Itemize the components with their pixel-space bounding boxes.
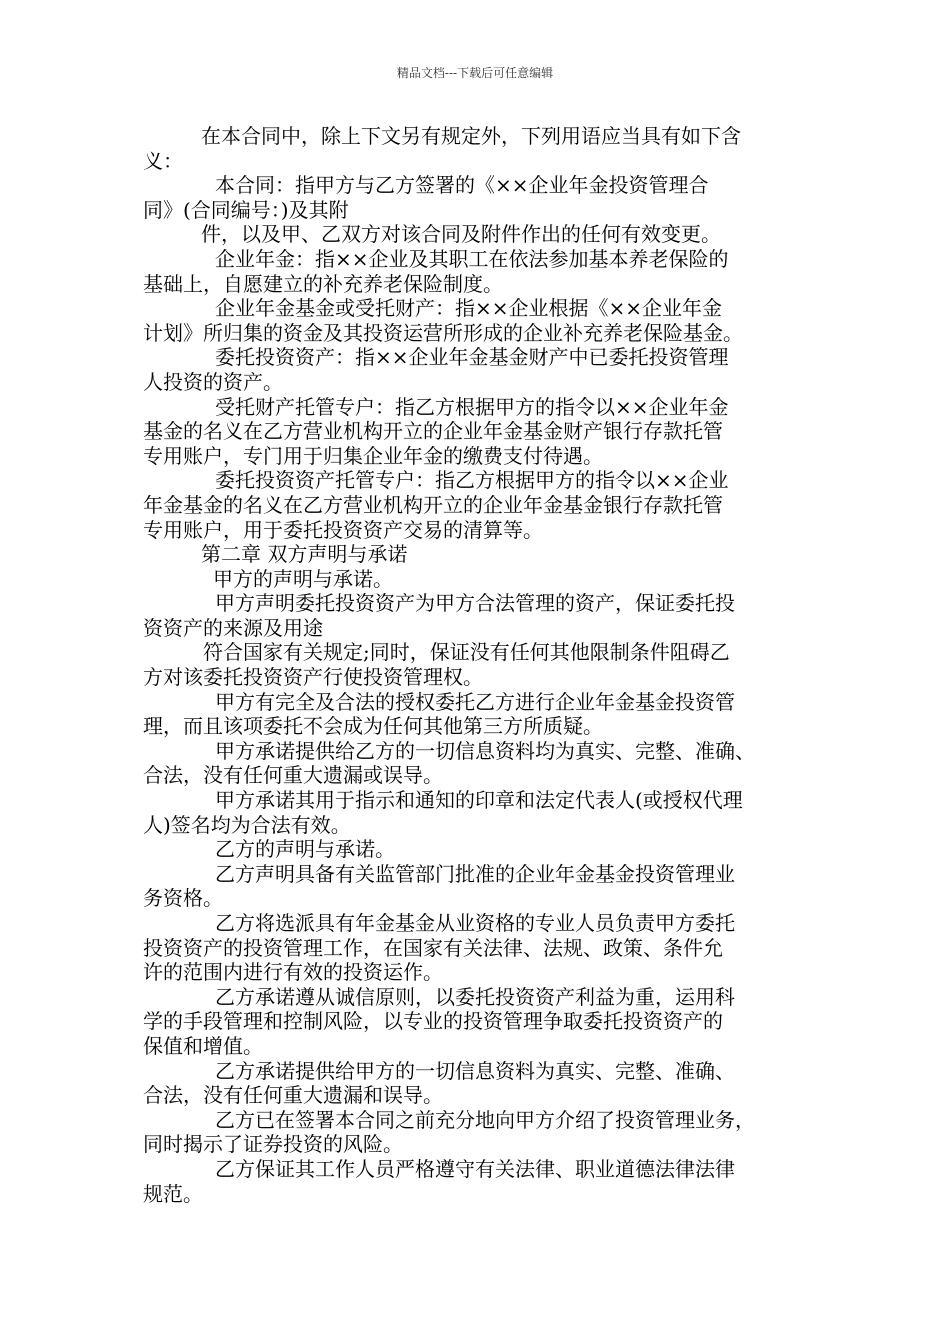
paragraph-line: 企业年金：指××企业及其职工在依法参加基本养老保险的 [215,246,729,271]
paragraph-line: 理，而且该项委托不会成为任何其他第三方所质疑。 [143,714,603,739]
paragraph-line: 乙方已在签署本合同之前充分地向甲方介绍了投资管理业务， [215,1107,755,1132]
paragraph [143,690,828,739]
paragraph-line: 乙方声明具备有关监管部门批准的企业年金基金投资管理业 [215,861,735,886]
paragraph-line: 乙方承诺提供给甲方的一切信息资料为真实、完整、准确、 [215,1058,735,1083]
paragraph [143,395,828,469]
paragraph [143,345,828,394]
paragraph-line: 乙方保证其工作人员严格遵守有关法律、职业道德法律法律 [215,1156,735,1181]
paragraph-line: 同》(合同编号：)及其附 [143,197,349,222]
paragraph [143,1059,828,1108]
paragraph [143,985,828,1059]
paragraph [143,1157,828,1206]
paragraph-line: 乙方的声明与承诺。 [215,837,395,862]
paragraph [143,222,828,247]
paragraph-line: 甲方有完全及合法的授权委托乙方进行企业年金基金投资管 [215,689,735,714]
paragraph [143,296,828,345]
paragraph-line: 保值和增值。 [143,1033,263,1058]
paragraph [143,640,828,689]
paragraph-line: 委托投资资产：指××企业年金基金财产中已委托投资管理 [215,345,729,370]
paragraph-line: 符合国家有关规定;同时，保证没有任何其他限制条件阻碍乙 [203,640,730,665]
paragraph [143,542,828,567]
paragraph-line: 乙方将选派具有年金基金从业资格的专业人员负责甲方委托 [215,911,735,935]
paragraph-line: 委托投资资产托管专户：指乙方根据甲方的指令以××企业 [215,468,729,493]
paragraph-line: 合法，没有任何重大遗漏或误导。 [143,763,443,788]
paragraph-line: 乙方承诺遵从诚信原则，以委托投资资产利益为重，运用科 [215,984,735,1009]
paragraph-line: 企业年金基金或受托财产：指××企业根据《××企业年金 [215,296,723,321]
paragraph-line: 同时揭示了证券投资的风险。 [143,1132,403,1157]
document-body [143,124,828,1206]
paragraph-line: 年金基金的名义在乙方营业机构开立的企业年金基金银行存款托管 [143,492,723,517]
paragraph-line: 义： [143,148,183,173]
paragraph [143,739,828,788]
paragraph-line: 受托财产托管专户：指乙方根据甲方的指令以××企业年金 [215,394,729,419]
paragraph-line: 甲方的声明与承诺。 [213,566,393,591]
paragraph [143,591,828,640]
paragraph-line: 在本合同中，除上下文另有规定外，下列用语应当具有如下含 [201,124,741,148]
paragraph [143,124,828,173]
paragraph-line: 计划》所归集的资金及其投资运营所形成的企业补充养老保险基金。 [143,320,743,345]
paragraph [143,1108,828,1157]
paragraph-line: 资资产的来源及用途 [143,615,323,640]
paragraph-line: 规范。 [143,1181,203,1206]
paragraph-line: 基金的名义在乙方营业机构开立的企业年金基金财产银行存款托管 [143,419,723,444]
paragraph [143,862,828,911]
paragraph-line: 投资资产的投资管理工作，在国家有关法律、法规、政策、条件允 [143,935,723,960]
paragraph-line: 甲方承诺提供给乙方的一切信息资料均为真实、完整、准确、 [215,738,755,763]
paragraph-line: 件，以及甲、乙双方对该合同及附件作出的任何有效变更。 [201,222,721,247]
paragraph-line: 甲方承诺其用于指示和通知的印章和法定代表人(或授权代理 [215,788,743,813]
paragraph-line: 专用账户，用于委托投资资产交易的清算等。 [143,517,543,542]
paragraph [143,468,828,542]
paragraph [143,173,828,222]
paragraph-line: 甲方声明委托投资资产为甲方合法管理的资产，保证委托投 [215,591,735,616]
page-header: 精品文档---下载后可任意编辑 [396,66,554,80]
paragraph-line: 方对该委托投资资产行使投资管理权。 [143,665,483,690]
paragraph-line: 第二章 双方声明与承诺 [201,542,408,567]
paragraph-line: 专用账户，专门用于归集企业年金的缴费支付待遇。 [143,443,603,468]
paragraph [143,788,828,837]
paragraph [143,567,828,592]
paragraph [143,911,828,985]
paragraph [143,837,828,862]
paragraph-line: 合法，没有任何重大遗漏和误导。 [143,1083,443,1108]
paragraph-line: 基础上，自愿建立的补充养老保险制度。 [143,271,503,296]
paragraph-line: 人投资的资产。 [143,369,283,394]
paragraph-line: 人)签名均为合法有效。 [143,812,351,837]
paragraph-line: 本合同：指甲方与乙方签署的《××企业年金投资管理合 [215,173,709,198]
paragraph-line: 许的范围内进行有效的投资运作。 [143,960,443,985]
paragraph-line: 学的手段管理和控制风险，以专业的投资管理争取委托投资资产的 [143,1009,723,1034]
paragraph-line: 务资格。 [143,886,223,911]
paragraph [143,247,828,296]
